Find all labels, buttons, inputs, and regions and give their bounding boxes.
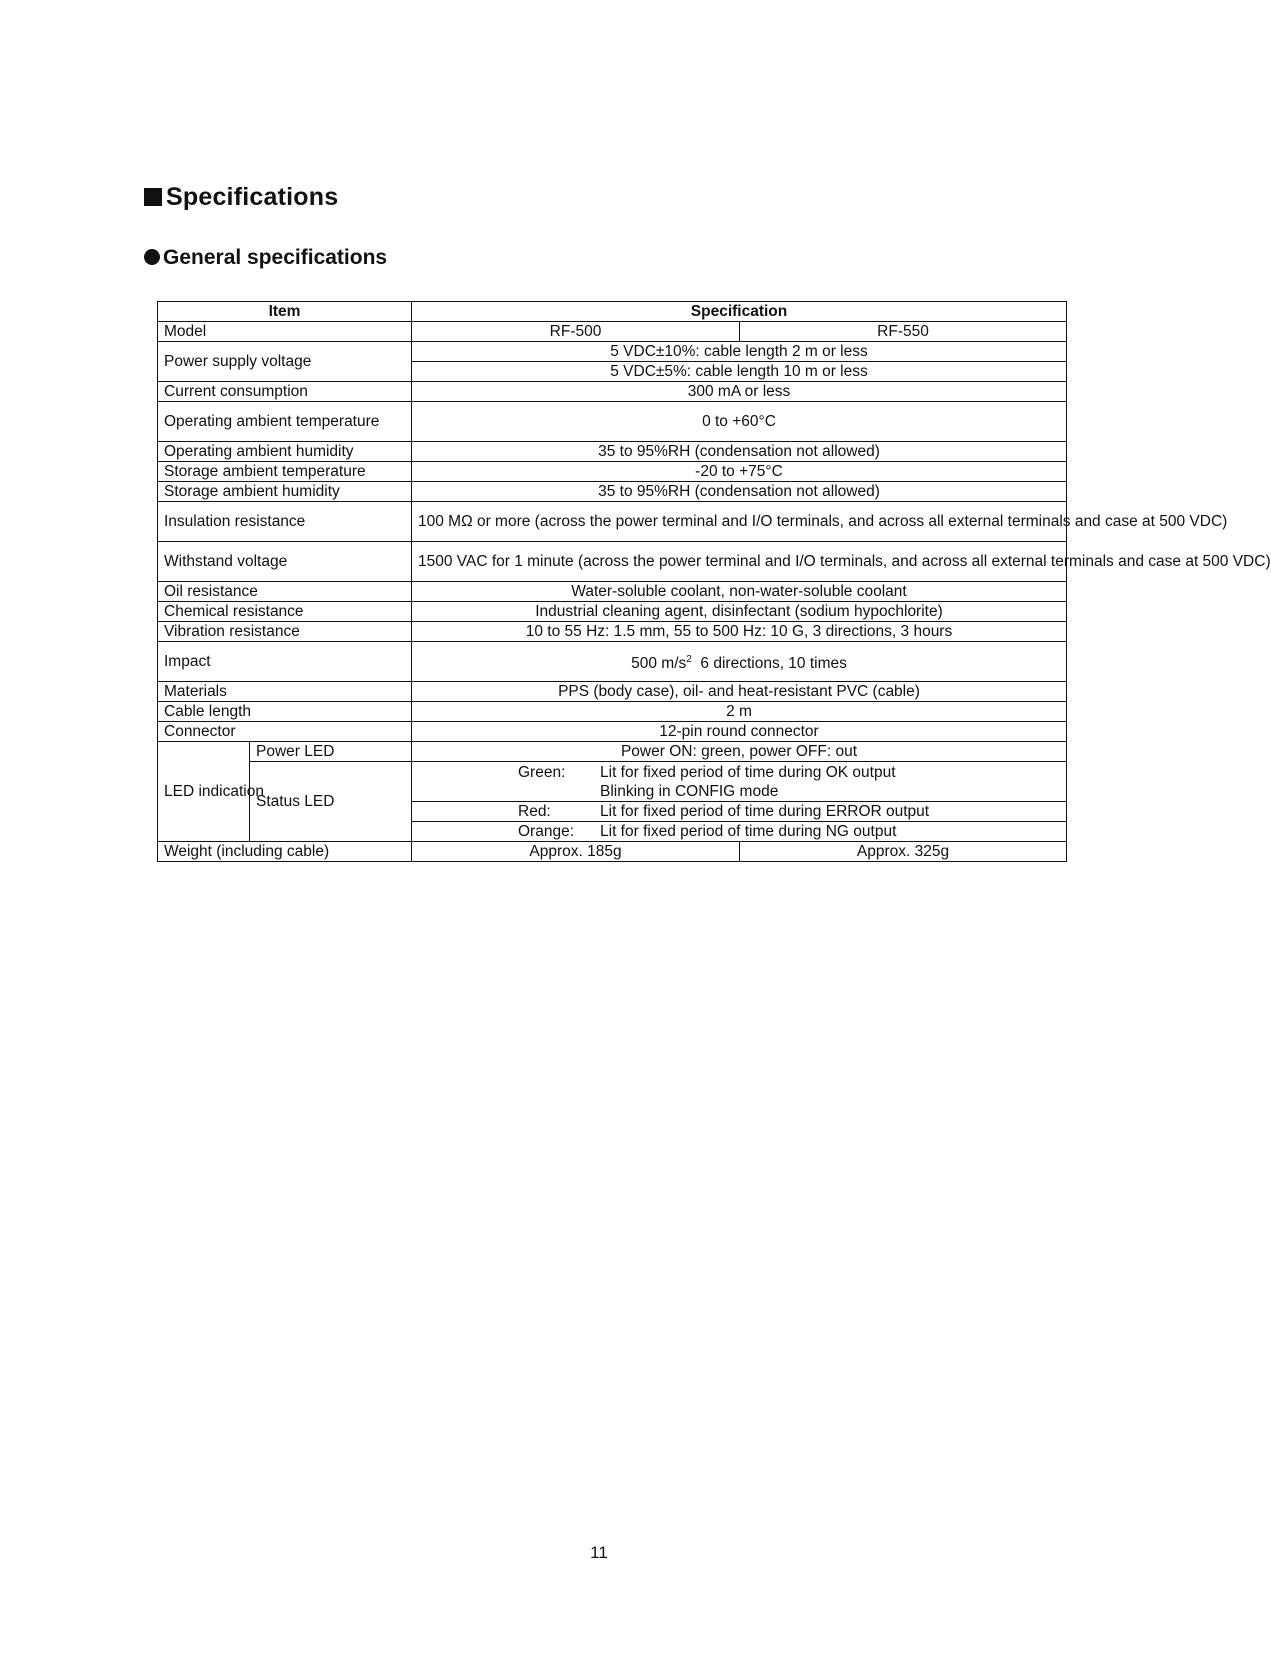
table-row <box>158 642 1067 682</box>
impact-exponent: 2 <box>686 653 692 665</box>
green-line <box>418 763 1060 782</box>
table-row <box>158 582 1067 602</box>
green-key: Green: <box>518 763 566 781</box>
orange-key: Orange: <box>518 823 575 840</box>
row-label: Connector <box>158 722 412 742</box>
orange-line <box>418 822 1060 841</box>
table-row <box>158 342 1067 362</box>
table-row <box>158 842 1067 862</box>
section-heading <box>144 246 387 270</box>
table-row <box>158 742 1067 762</box>
square-bullet-icon <box>144 188 162 206</box>
row-value: 1500 VAC for 1 minute (across the power terminal and I/O terminals, and across all external terminals and case at 500 VDC) <box>412 542 1067 582</box>
row-value: 35 to 95%RH (condensation not allowed) <box>412 482 1067 502</box>
power-led-value: Power ON: green, power OFF: out <box>412 742 1067 762</box>
green-value-1: Lit for fixed period of time during OK output <box>600 763 896 781</box>
table-row <box>158 622 1067 642</box>
row-value: PPS (body case), oil- and heat-resistant PVC (cable) <box>412 682 1067 702</box>
page-heading <box>144 183 338 212</box>
row-value: 10 to 55 Hz: 1.5 mm, 55 to 500 Hz: 10 G, 3 directions, 3 hours <box>412 622 1067 642</box>
row-label: Model <box>158 322 412 342</box>
row-label: Impact <box>158 642 412 682</box>
row-label: Current consumption <box>158 382 412 402</box>
row-value: Industrial cleaning agent, disinfectant (sodium hypochlorite) <box>412 602 1067 622</box>
table-row <box>158 542 1067 582</box>
power-led-label: Power LED <box>250 742 412 762</box>
row-label: Storage ambient temperature <box>158 462 412 482</box>
orange-value: Lit for fixed period of time during NG output <box>600 823 897 840</box>
circle-bullet-icon <box>144 249 160 265</box>
table-row <box>158 702 1067 722</box>
table-row <box>158 482 1067 502</box>
impact-value: 500 m/s <box>631 655 687 673</box>
row-label: Materials <box>158 682 412 702</box>
status-led-green <box>412 762 1067 802</box>
row-value <box>412 642 1067 682</box>
table-row <box>158 382 1067 402</box>
row-label: Insulation resistance <box>158 502 412 542</box>
status-led-label: Status LED <box>250 762 412 842</box>
green-key-spacer <box>518 782 600 801</box>
table-row <box>158 602 1067 622</box>
row-label: Power supply voltage <box>158 342 412 382</box>
table-row <box>158 402 1067 442</box>
table-row <box>158 762 1067 802</box>
weight-rf500: Approx. 185g <box>412 842 740 862</box>
table-row <box>158 462 1067 482</box>
red-line <box>418 802 1060 821</box>
table-row <box>158 722 1067 742</box>
header-specification: Specification <box>412 302 1067 322</box>
section-heading-text: General specifications <box>163 246 388 269</box>
green-value-2: Blinking in CONFIG mode <box>600 782 779 800</box>
table-header-row <box>158 302 1067 322</box>
row-value: Water-soluble coolant, non-water-soluble coolant <box>412 582 1067 602</box>
general-specifications-table <box>157 301 1271 862</box>
row-label: Withstand voltage <box>158 542 412 582</box>
row-label: Oil resistance <box>158 582 412 602</box>
row-value: 12-pin round connector <box>412 722 1067 742</box>
red-value: Lit for fixed period of time during ERROR output <box>600 803 930 820</box>
red-key: Red: <box>518 803 551 820</box>
weight-rf550: Approx. 325g <box>740 842 1067 862</box>
row-label: Chemical resistance <box>158 602 412 622</box>
row-label: Operating ambient humidity <box>158 442 412 462</box>
green-line <box>418 782 1060 801</box>
page-heading-text: Specifications <box>166 183 339 211</box>
row-value: 5 VDC±10%: cable length 2 m or less <box>412 342 1067 362</box>
row-label: Vibration resistance <box>158 622 412 642</box>
page-number: 11 <box>590 1543 608 1562</box>
row-label: Weight (including cable) <box>158 842 412 862</box>
row-value: 2 m <box>412 702 1067 722</box>
model-rf500: RF-500 <box>412 322 740 342</box>
status-led-red <box>412 802 1067 822</box>
row-value: 300 mA or less <box>412 382 1067 402</box>
status-led-orange <box>412 822 1067 842</box>
row-value: 35 to 95%RH (condensation not allowed) <box>412 442 1067 462</box>
row-label: Storage ambient humidity <box>158 482 412 502</box>
table-row <box>158 442 1067 462</box>
row-value: 100 MΩ or more (across the power terminal and I/O terminals, and across all external terminals and case at 500 VDC) <box>412 502 1067 542</box>
impact-directions: 6 directions, 10 times <box>691 655 847 673</box>
table-row <box>158 502 1067 542</box>
row-value: 5 VDC±5%: cable length 10 m or less <box>412 362 1067 382</box>
header-item: Item <box>158 302 412 322</box>
row-value: -20 to +75°C <box>412 462 1067 482</box>
model-rf550: RF-550 <box>740 322 1067 342</box>
row-label: Operating ambient temperature <box>158 402 412 442</box>
table-row <box>158 682 1067 702</box>
led-indication-label: LED indication <box>158 742 250 842</box>
row-label: Cable length <box>158 702 412 722</box>
table-row <box>158 322 1067 342</box>
row-value: 0 to +60°C <box>412 402 1067 442</box>
